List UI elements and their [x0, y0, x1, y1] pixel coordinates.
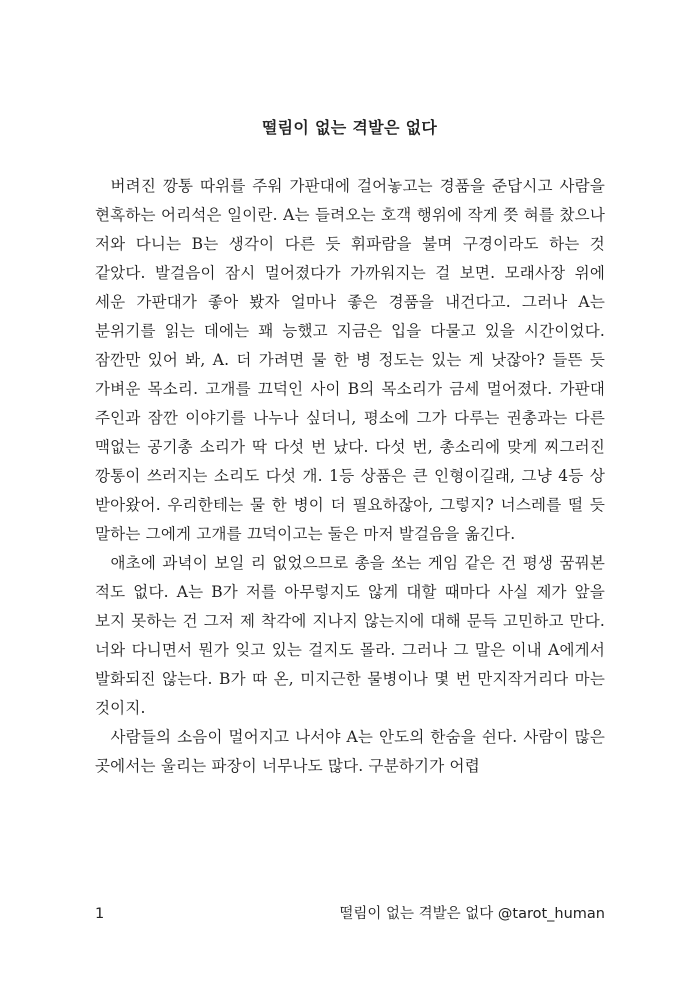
page-number: 1 — [95, 906, 105, 922]
paragraph: 사람들의 소음이 멀어지고 나서야 A는 안도의 한숨을 쉰다. 사람이 많은 곳에서는 울리는 파장이 너무나도 많다. 구분하기가 어렵 — [95, 728, 605, 775]
paragraph: 애초에 과녁이 보일 리 없었으므로 총을 쏘는 게임 같은 건 평생 꿈꿔본 적도 없다. A는 B가 저를 아무렇지도 않게 대할 때마다 사실 제가 앞을 보지 못하는 건 그저 제 착각에 지나지 않는지에 대해 문득 고민하고 만다. 너와 다니면서 뭔가 잊고 있는 걸지도 몰라. 그러나 그 말은 이내 A에게서 발화되진 않는다. B가 따 온, 미지근한 물병이나 몇 번 만지작거리다 마는 것이지. — [95, 554, 605, 717]
body-text — [95, 172, 605, 781]
paragraph: 버려진 깡통 따위를 주워 가판대에 걸어놓고는 경품을 준답시고 사람을 현혹하는 어리석은 일이란. A는 들려오는 호객 행위에 작게 쯧 혀를 찼으나 저와 다니는 B는 생각이 다른 듯 휘파람을 불며 구경이라도 하는 것 같았다. 발걸음이 잠시 멀어졌다가 가까워지는 걸 보면. 모래사장 위에 세운 가판대가 좋아 봤자 얼마나 좋은 경품을 내건다고. 그러나 A는 분위기를 읽는 데에는 꽤 능했고 지금은 입을 다물고 있을 시간이었다. 잠깐만 있어 봐, A. 더 가려면 물 한 병 정도는 있는 게 낫잖아? 들뜬 듯 가벼운 목소리. 고개를 끄덕인 사이 B의 목소리가 금세 멀어졌다. 가판대 주인과 잠깐 이야기를 나누나 싶더니, 평소에 그가 다루는 권총과는 다른 맥없는 공기총 소리가 딱 다섯 번 났다. 다섯 번, 총소리에 맞게 찌그러진 깡통이 쓰러지는 소리도 다섯 개. 1등 상품은 큰 인형이길래, 그냥 4등 상 받아왔어. 우리한테는 물 한 병이 더 필요하잖아, 그렇지? 너스레를 떨 듯 말하는 그에게 고개를 끄덕이고는 둘은 마저 발걸음을 옮긴다. — [95, 177, 605, 543]
running-title: 떨림이 없는 격발은 없다 @tarot_human — [339, 906, 605, 922]
page-title: 떨림이 없는 격발은 없다 — [261, 118, 438, 137]
